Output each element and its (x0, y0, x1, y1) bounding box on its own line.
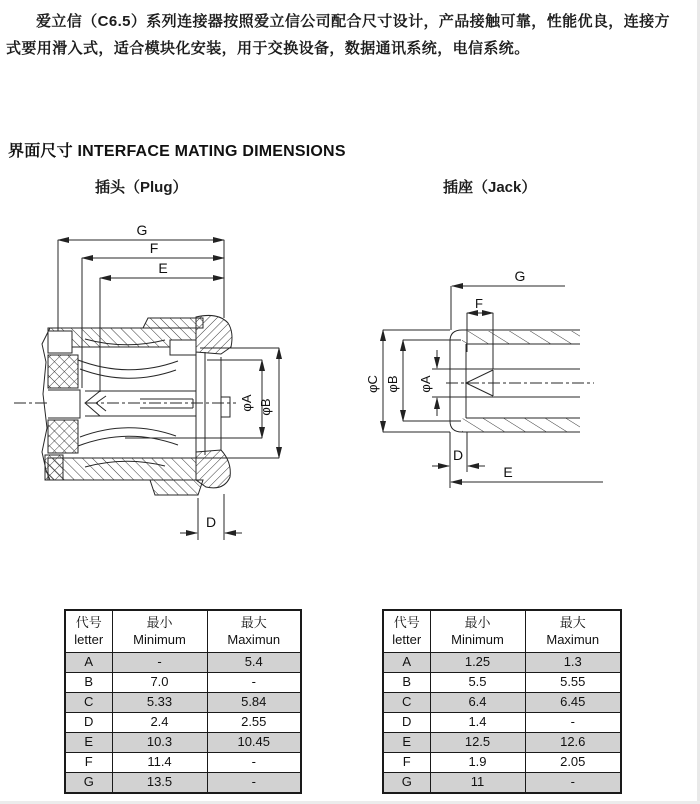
jack-dim-label-f: F (475, 296, 483, 311)
table-row: C 5.33 5.84 (65, 693, 301, 713)
table-row: E 12.5 12.6 (383, 733, 621, 753)
plug-dim-label-f: F (149, 240, 159, 256)
table-row: G 11 - (383, 773, 621, 794)
jack-caption: 插座（Jack） (443, 179, 537, 196)
plug-drawing (14, 222, 279, 540)
table-header-row (383, 610, 621, 653)
jack-dim-label-g: G (514, 268, 526, 284)
table-row: D 1.4 - (383, 713, 621, 733)
section-title-zh: 界面尺寸 (8, 143, 73, 160)
jack-dim-label-phi-c: φC (365, 375, 380, 393)
col-header-letter: 代号 letter (383, 610, 430, 653)
col-header-maximum: 最大 Maximun (207, 610, 301, 653)
plug-caption: 插头（Plug） (95, 179, 188, 196)
jack-drawing (365, 268, 603, 488)
col-header-minimum: 最小 Minimum (430, 610, 525, 653)
plug-cable-end (42, 328, 80, 480)
table-row: B 7.0 - (65, 673, 301, 693)
col-header-maximum: 最大 Maximun (525, 610, 621, 653)
plug-center-contact (14, 339, 236, 467)
table-row: A - 5.4 (65, 653, 301, 673)
section-title-en: INTERFACE MATING DIMENSIONS (77, 143, 346, 160)
table-row: F 1.9 2.05 (383, 753, 621, 773)
plug-dim-label-g: G (136, 222, 148, 238)
table-row: B 5.5 5.55 (383, 673, 621, 693)
jack-dim-label-d: D (452, 447, 464, 463)
col-header-letter: 代号 letter (65, 610, 112, 653)
plug-dim-label-e: E (158, 260, 168, 276)
jack-dimension-lines (451, 286, 565, 369)
table-header-row (65, 610, 301, 653)
col-header-minimum: 最小 Minimum (112, 610, 207, 653)
plug-dim-label-phi-b: φB (258, 398, 273, 416)
jack-dim-label-phi-a: φA (418, 375, 433, 393)
plug-dim-label-d: D (205, 514, 217, 530)
jack-center-pin (432, 369, 594, 397)
table-row: G 13.5 - (65, 773, 301, 794)
table-row: D 2.4 2.55 (65, 713, 301, 733)
table-row: F 11.4 - (65, 753, 301, 773)
table-row: A 1.25 1.3 (383, 653, 621, 673)
table-row: E 10.3 10.45 (65, 733, 301, 753)
table-row: C 6.4 6.45 (383, 693, 621, 713)
jack-dim-label-e: E (503, 464, 513, 480)
jack-dimensions-table (382, 609, 622, 794)
plug-dimensions-table (64, 609, 302, 794)
jack-dim-label-phi-b: φB (385, 375, 400, 393)
intro-paragraph: 爱立信（C6.5）系列连接器按照爱立信公司配合尺寸设计，产品接触可靠，性能优良，连接方式要用滑入式，适合模块化安装，用于交换设备，数据通讯系统，电信系统。 (6, 13, 670, 57)
plug-dim-label-phi-a: φA (239, 394, 254, 412)
